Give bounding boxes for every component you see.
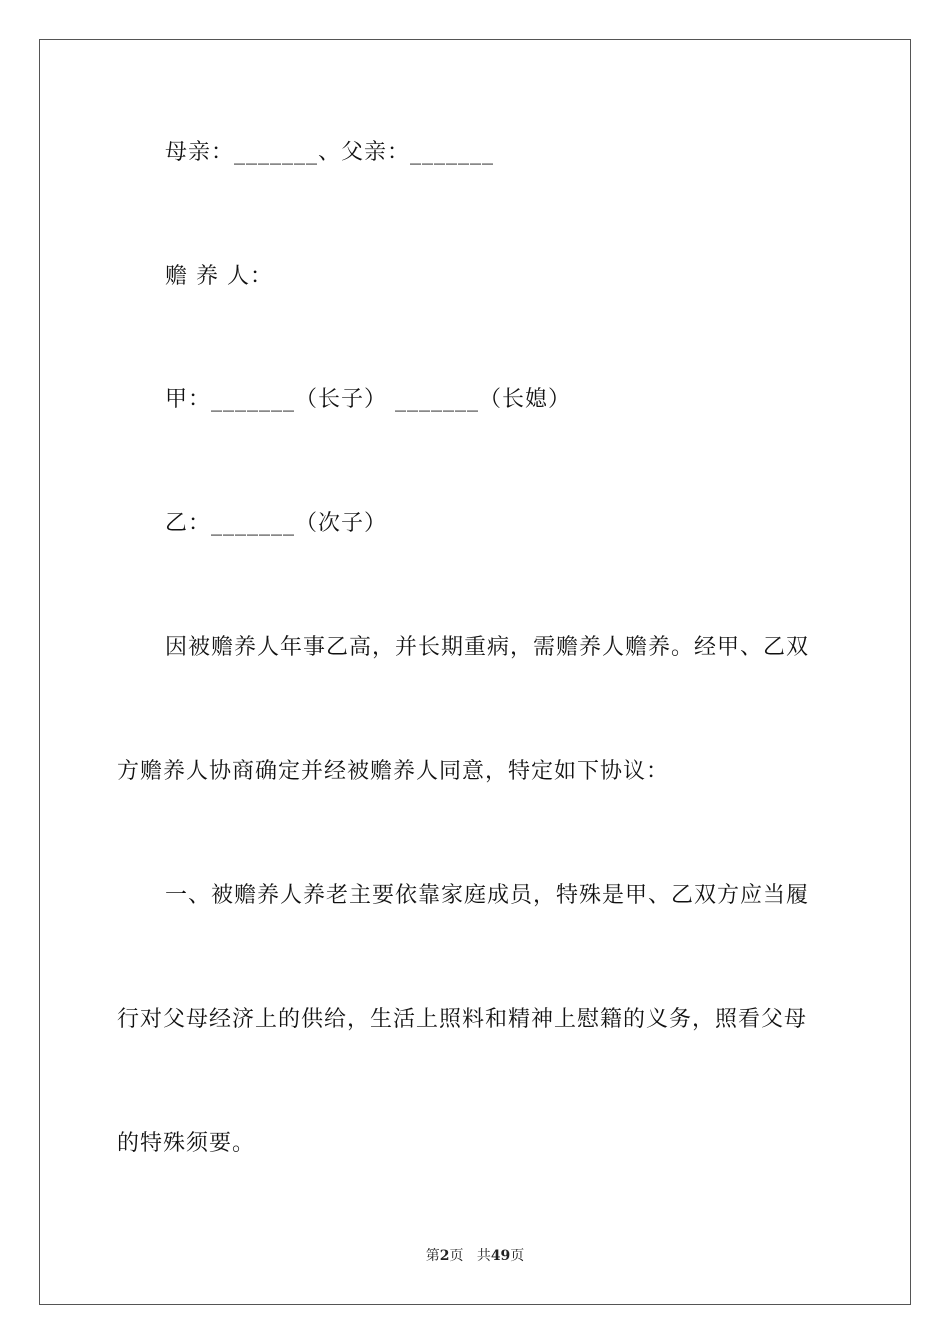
party-b-line: 乙：_______（次子）: [165, 511, 388, 536]
clause-1-line-2: 行对父母经济上的供给，生活上照料和精神上慰籍的义务，照看父母: [117, 1007, 808, 1032]
footer-page-prefix: 第: [425, 1248, 440, 1264]
paragraph-1-line-1: 因被赡养人年事乙高，并长期重病，需赡养人赡养。经甲、乙双: [165, 635, 810, 660]
clause-1-line-3: 的特殊须要。: [117, 1131, 256, 1156]
party-a-line: 甲：_______（长子） _______（长媳）: [165, 387, 571, 412]
supporters-heading: 赡 养 人：: [165, 264, 273, 289]
parents-line: 母亲：_______、父亲：_______: [165, 140, 495, 165]
footer-page-number: 2: [439, 1248, 450, 1264]
paragraph-1-line-2: 方赡养人协商确定并经被赡养人同意，特定如下协议：: [117, 759, 670, 784]
clause-1-line-1: 一、被赡养人养老主要依靠家庭成员，特殊是甲、乙双方应当履: [165, 883, 810, 908]
page-footer: [0, 1247, 950, 1265]
footer-total-prefix: 共: [476, 1248, 491, 1264]
footer-total-pages: 49: [490, 1248, 511, 1264]
footer-page-suffix: 页: [449, 1248, 464, 1264]
page-border: [39, 39, 911, 1305]
footer-total-suffix: 页: [510, 1248, 525, 1264]
